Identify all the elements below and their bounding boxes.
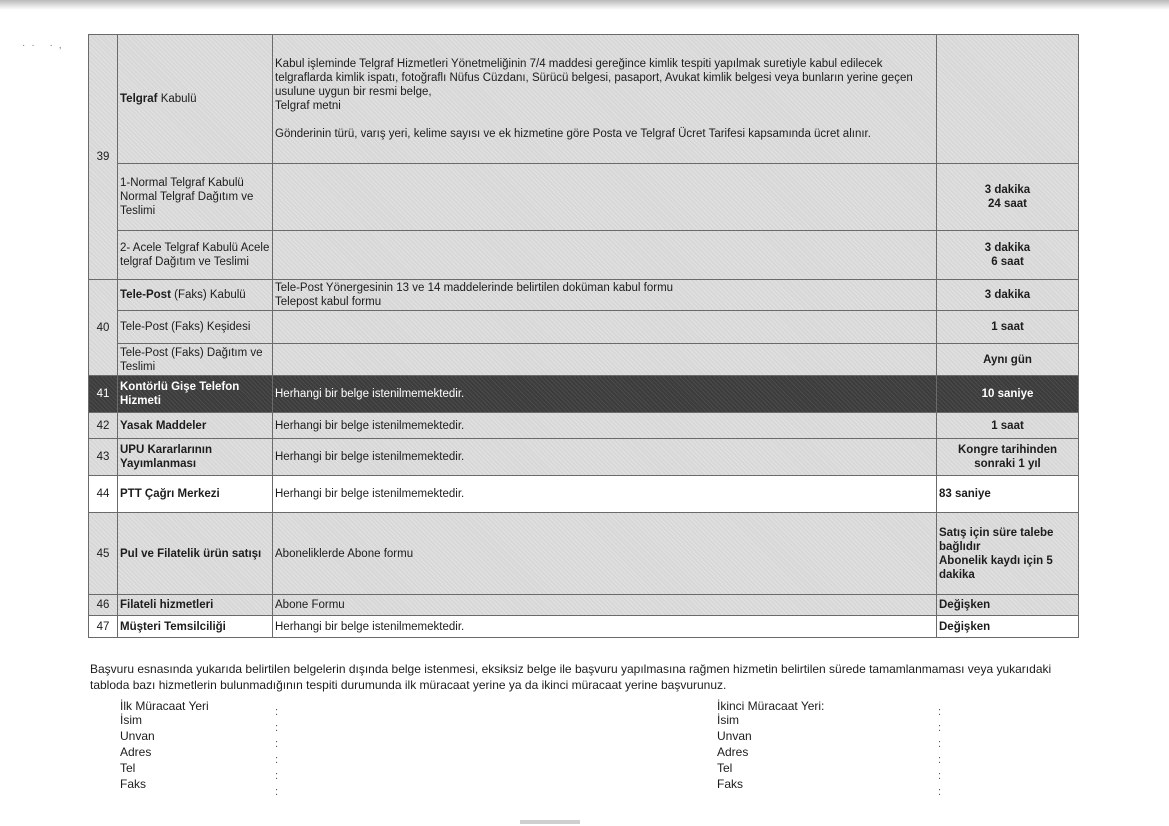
required-documents: Herhangi bir belge istenilmemektedir.	[273, 476, 937, 513]
duration-text: Abonelik kaydı için 5 dakika	[939, 554, 1053, 581]
row-number: 40	[89, 280, 118, 376]
first-contact-title: İlk Müracaat Yeri	[120, 699, 209, 713]
duration-cell: Değişken	[937, 595, 1079, 616]
colon: :	[938, 786, 942, 798]
row-number: 42	[89, 413, 118, 439]
table-row	[89, 376, 1079, 413]
required-documents: Herhangi bir belge istenilmemektedir.	[273, 376, 937, 413]
duration-cell: 3 dakika	[937, 280, 1079, 311]
duration-cell: 1 saat	[937, 311, 1079, 344]
contact-label-name: İsim	[120, 713, 142, 727]
colon: :	[938, 706, 942, 718]
colon: :	[275, 706, 279, 718]
requirement-text: Gönderinin türü, varış yeri, kelime sayısı ve ek hizmetine göre Posta ve Telgraf Ücret Tarifesi kapsamında ücret alınır.	[275, 128, 871, 140]
required-documents: Herhangi bir belge istenilmemektedir.	[273, 439, 937, 476]
table-row	[89, 344, 1079, 376]
required-documents	[273, 231, 937, 280]
table-row	[89, 311, 1079, 344]
scan-bottom-mark	[520, 820, 580, 824]
table-row	[89, 413, 1079, 439]
table-row	[89, 231, 1079, 280]
duration-text: Satış için süre talebe bağlıdır	[939, 526, 1054, 553]
service-name-bold: Telgraf	[120, 93, 158, 105]
row-number: 39	[89, 35, 118, 280]
requirement-text: Telepost kabul formu	[275, 296, 382, 308]
service-name: 1-Normal Telgraf Kabulü Normal Telgraf Dağıtım ve Teslimi	[118, 164, 273, 231]
colon: :	[938, 754, 942, 766]
colon: :	[938, 738, 942, 750]
duration-cell	[937, 35, 1079, 164]
row-number: 46	[89, 595, 118, 616]
second-contact-title: İkinci Müracaat Yeri:	[717, 699, 825, 713]
row-number: 47	[89, 616, 118, 638]
requirement-text: Telgraf metni	[275, 100, 341, 112]
service-name-rest: Kabulü	[157, 93, 197, 105]
table-row	[89, 35, 1079, 164]
required-documents: Herhangi bir belge istenilmemektedir.	[273, 413, 937, 439]
service-name: Filateli hizmetleri	[118, 595, 273, 616]
row-number: 44	[89, 476, 118, 513]
service-name: Yasak Maddeler	[118, 413, 273, 439]
required-documents: Aboneliklerde Abone formu	[273, 513, 937, 595]
duration-cell	[937, 231, 1079, 280]
contact-label-title: Unvan	[717, 729, 752, 743]
contact-label-address: Adres	[717, 745, 749, 759]
service-name: PTT Çağrı Merkezi	[118, 476, 273, 513]
colon: :	[275, 738, 279, 750]
service-name: Kontörlü Gişe Telefon Hizmeti	[118, 376, 273, 413]
contact-label-address: Adres	[120, 745, 152, 759]
service-name: Tele-Post (Faks) Keşidesi	[118, 311, 273, 344]
requirement-text: Kabul işleminde Telgraf Hizmetleri Yönetmeliğinin 7/4 maddesi gereğince kimlik tespiti yapılmak suretiyle kabul edilecek telgraflarda kimlik ispatı, fotoğraflı Nüfus Cüzdanı, Sürücü belgesi, pasaport, Avukat kimlik belgesi veya bunların yerine geçen usulune uygun bir resmi belge,	[275, 58, 913, 98]
row-number: 41	[89, 376, 118, 413]
duration-cell	[937, 164, 1079, 231]
contact-label-phone: Tel	[717, 761, 733, 775]
service-standards-table	[88, 34, 1079, 638]
contact-colons	[275, 704, 278, 800]
table-row	[89, 595, 1079, 616]
second-contact-block	[717, 699, 957, 798]
duration-cell: Aynı gün	[937, 344, 1079, 376]
duration-cell	[937, 513, 1079, 595]
duration-cell: 10 saniye	[937, 376, 1079, 413]
required-documents: Herhangi bir belge istenilmemektedir.	[273, 616, 937, 638]
requirement-text: Tele-Post Yönergesinin 13 ve 14 maddelerinde belirtilen doküman kabul formu	[275, 282, 674, 294]
required-documents: Abone Formu	[273, 595, 937, 616]
scan-specks: ·· ·,	[22, 40, 68, 51]
duration-cell: 83 saniye	[937, 476, 1079, 513]
duration-text: sonraki 1 yıl	[974, 458, 1041, 470]
colon: :	[275, 722, 279, 734]
contact-label-fax: Faks	[717, 777, 744, 791]
duration-cell	[937, 439, 1079, 476]
colon: :	[938, 722, 942, 734]
duration-text: 3 dakika	[984, 242, 1031, 254]
colon: :	[275, 786, 279, 798]
service-name: UPU Kararlarının Yayımlanması	[118, 439, 273, 476]
table-row	[89, 616, 1079, 638]
required-documents	[273, 344, 937, 376]
duration-cell: Değişken	[937, 616, 1079, 638]
colon: :	[275, 770, 279, 782]
contact-label-fax: Faks	[120, 777, 147, 791]
duration-text: 3 dakika	[984, 184, 1031, 196]
service-name	[118, 280, 273, 311]
service-name: Müşteri Temsilciliği	[118, 616, 273, 638]
contact-colons	[938, 704, 941, 800]
first-contact-block	[120, 699, 290, 798]
table-row	[89, 164, 1079, 231]
row-number: 45	[89, 513, 118, 595]
colon: :	[275, 754, 279, 766]
contact-label-name: İsim	[717, 713, 739, 727]
contact-label-phone: Tel	[120, 761, 136, 775]
service-name-rest: (Faks) Kabulü	[170, 289, 246, 301]
table-row	[89, 513, 1079, 595]
row-number: 43	[89, 439, 118, 476]
duration-cell: 1 saat	[937, 413, 1079, 439]
table-row	[89, 439, 1079, 476]
colon: :	[938, 770, 942, 782]
scan-top-shadow	[0, 0, 1169, 10]
duration-text: Kongre tarihinden	[957, 444, 1058, 456]
service-name: 2- Acele Telgraf Kabulü Acele telgraf Dağıtım ve Teslimi	[118, 231, 273, 280]
required-documents	[273, 311, 937, 344]
service-name: Tele-Post (Faks) Dağıtım ve Teslimi	[118, 344, 273, 376]
required-documents	[273, 35, 937, 164]
service-name: Pul ve Filatelik ürün satışı	[118, 513, 273, 595]
duration-text: 24 saat	[987, 198, 1027, 210]
service-name-bold: Tele-Post	[120, 289, 171, 301]
duration-text: 6 saat	[991, 256, 1024, 268]
contact-label-title: Unvan	[120, 729, 155, 743]
service-name	[118, 35, 273, 164]
table-row	[89, 476, 1079, 513]
required-documents	[273, 280, 937, 311]
table-row	[89, 280, 1079, 311]
footnote-text: Başvuru esnasında yukarıda belirtilen belgelerin dışında belge istenmesi, eksiksiz belge ile başvuru yapılmasına rağmen hizmetin belirtilen sürede tamamlanmaması veya yukarıdaki tabloda bazı hizmetlerin bulunmadığının tespiti durumunda ilk müracaat yerine ya da ikinci müracaat yerine başvurunuz.	[90, 662, 1052, 692]
required-documents	[273, 164, 937, 231]
